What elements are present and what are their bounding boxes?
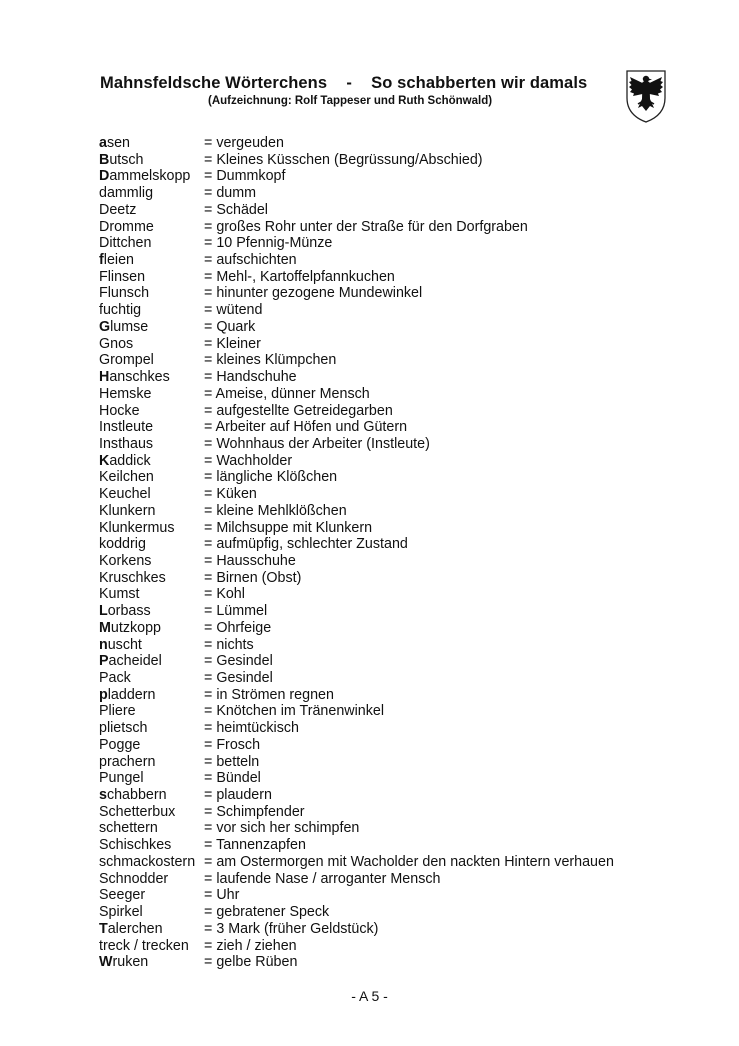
entry-definition: = Kleines Küsschen (Begrüssung/Abschied) (204, 151, 483, 168)
entry-term (99, 219, 154, 236)
entry-term-text: Hocke (99, 402, 140, 419)
entry-term-initial: D (99, 168, 110, 185)
entry-term (99, 703, 136, 720)
entry-term-text: treck / trecken (99, 937, 189, 954)
entry-definition: = plaudern (204, 787, 272, 804)
entry-definition: = aufgestellte Getreidegarben (204, 402, 393, 419)
entry-term (99, 720, 147, 737)
entry-term-text: Insthaus (99, 435, 154, 452)
entry-term (99, 770, 144, 787)
entry-term-text: Keilchen (99, 469, 154, 486)
entry-term-text: Hemske (99, 385, 152, 402)
entry-term-text: prachern (99, 753, 156, 770)
entry-term-text: alerchen (107, 920, 163, 937)
entry-term (99, 536, 146, 553)
entry-term (99, 352, 154, 369)
entry-term-text: koddrig (99, 536, 146, 553)
page-number: - A 5 - (351, 988, 388, 1004)
entry-term-text: addick (109, 452, 151, 469)
entry-term (99, 653, 162, 670)
entry-term (99, 202, 136, 219)
entry-definition: = Ohrfeige (204, 619, 272, 636)
entry-term-text: sen (106, 135, 131, 151)
entry-definition: = wütend (204, 302, 263, 319)
entry-definition: = Bündel (204, 770, 261, 787)
entry-term (99, 269, 145, 286)
title-separator: - (346, 74, 352, 92)
entry-term (99, 837, 171, 854)
entry-term-initial: G (99, 318, 111, 335)
entry-term-text: Flunsch (99, 285, 150, 302)
entry-term-text: Deetz (99, 201, 137, 218)
page-title (100, 74, 587, 93)
entry-definition: = Birnen (Obst) (204, 569, 302, 586)
entry-definition: = Schädel (204, 201, 268, 218)
entry-definition: = Dummkopf (204, 168, 286, 185)
entry-definition: = Arbeiter auf Höfen und Gütern (204, 419, 408, 436)
entry-term-initial: n (99, 636, 108, 653)
entry-term (99, 804, 175, 821)
entry-term (99, 787, 167, 804)
entry-definition: = zieh / ziehen (204, 937, 297, 954)
entry-term (99, 436, 153, 453)
entry-definition: = vergeuden (204, 135, 284, 151)
entry-term (99, 820, 158, 837)
entry-term (99, 687, 155, 704)
entry-definition: = kleines Klümpchen (204, 352, 337, 369)
entry-term-text: Grompel (99, 352, 154, 369)
entry-term-text: Kumst (99, 586, 140, 603)
entry-definition: = Uhr (204, 887, 240, 904)
title-right: So schabberten wir damals (371, 74, 588, 92)
coat-of-arms-eagle-icon (624, 68, 668, 124)
entry-term-text: orbass (107, 603, 151, 620)
entry-definition: = nichts (204, 636, 254, 653)
entry-term (99, 586, 140, 603)
entry-term-text: Dromme (99, 218, 154, 235)
entry-definition: = Wohnhaus der Arbeiter (Instleute) (204, 435, 430, 452)
entry-term-initial: f (99, 252, 104, 269)
entry-term (99, 168, 190, 185)
entry-term-initial: H (99, 369, 110, 386)
entry-term-text: Pliere (99, 703, 136, 720)
entry-definition: = Ameise, dünner Mensch (204, 385, 370, 402)
entry-definition: = hinunter gezogene Mundewinkel (204, 285, 423, 302)
entry-definition: = Kleiner (204, 335, 261, 352)
entry-term (99, 670, 131, 687)
entry-term-initial: B (99, 151, 110, 168)
entry-definition: = Hausschuhe (204, 552, 296, 569)
entry-term-text: fuchtig (99, 302, 142, 319)
entry-definition: = Frosch (204, 736, 261, 753)
entry-definition: = längliche Klößchen (204, 469, 338, 486)
entry-term-text: schmackostern (99, 853, 196, 870)
entry-term-initial: T (99, 920, 108, 937)
entry-term (99, 469, 154, 486)
entry-term (99, 904, 143, 921)
entry-term (99, 921, 163, 938)
entry-definition: = Kohl (204, 586, 245, 603)
entry-term (99, 252, 134, 269)
entry-term (99, 185, 153, 202)
entry-term-text: chabbern (106, 787, 167, 804)
entry-definition: = kleine Mehlklößchen (204, 502, 347, 519)
entry-definition: = Tannenzapfen (204, 837, 306, 854)
entry-term-text: Klunkern (99, 502, 156, 519)
entry-term-text: dammlig (99, 185, 154, 202)
entry-term-text: schettern (99, 820, 158, 837)
entry-definition: = Küken (204, 486, 257, 503)
entry-term (99, 871, 168, 888)
entry-term-text: Schetterbux (99, 803, 176, 820)
entry-term-text: plietsch (99, 720, 148, 737)
entry-term (99, 152, 144, 169)
entry-term (99, 603, 151, 620)
entry-definition: = in Strömen regnen (204, 686, 334, 703)
entry-term-text: Schnodder (99, 870, 169, 887)
entry-term-initial: P (99, 653, 109, 670)
entry-term (99, 453, 151, 470)
entry-definition: = Schimpfender (204, 803, 305, 820)
entry-definition: = heimtückisch (204, 720, 299, 737)
entry-definition: = aufmüpfig, schlechter Zustand (204, 536, 408, 553)
entry-term (99, 235, 151, 252)
entry-definition: = Lümmel (204, 603, 268, 620)
entry-definition: = Gesindel (204, 670, 273, 686)
entry-term-text: Schischkes (99, 837, 172, 854)
entry-term-text: acheidel (108, 653, 162, 670)
entry-term (99, 386, 151, 403)
entry-term (99, 369, 170, 386)
entry-term-initial: W (99, 954, 113, 971)
entry-term (99, 403, 140, 420)
entry-term (99, 754, 155, 771)
entry-definition: = betteln (204, 753, 260, 770)
entry-definition: = am Ostermorgen mit Wacholder den nackten Hintern verhauen (204, 853, 614, 870)
entry-term-initial: p (99, 686, 108, 703)
entry-term-text: Kruschkes (99, 569, 166, 586)
entry-term-text: ruken (112, 954, 149, 971)
entry-definition: = 3 Mark (früher Geldstück) (204, 920, 379, 937)
title-left: Mahnsfeldsche Wörterchens (100, 74, 328, 92)
entry-term-text: laddern (107, 686, 156, 703)
entry-term (99, 570, 166, 587)
entry-term (99, 135, 130, 152)
entry-definition: = 10 Pfennig-Münze (204, 235, 333, 252)
entry-term-text: Pack (99, 670, 131, 686)
entry-definition: = Handschuhe (204, 369, 297, 386)
entry-term-text: utzkopp (110, 619, 161, 636)
entry-term (99, 520, 175, 537)
entry-term-text: Pogge (99, 736, 141, 753)
entry-term (99, 637, 142, 654)
entry-term-text: Instleute (99, 419, 154, 436)
entry-term-text: Korkens (99, 552, 152, 569)
entry-term-initial: M (99, 619, 111, 636)
entry-term (99, 285, 149, 302)
entry-definition: = gebratener Speck (204, 904, 330, 921)
entry-term (99, 620, 161, 637)
entry-term (99, 854, 195, 871)
entry-term (99, 336, 133, 353)
entry-term (99, 419, 153, 436)
entry-term-text: Dittchen (99, 235, 152, 252)
entry-definition: = aufschichten (204, 252, 297, 269)
entry-definition: = großes Rohr unter der Straße für den Dorfgraben (204, 218, 528, 235)
entry-term-text: Klunkermus (99, 519, 175, 536)
entry-term-initial: a (99, 135, 107, 151)
entry-term-text: Flinsen (99, 268, 146, 285)
entry-definition: = Knötchen im Tränenwinkel (204, 703, 385, 720)
entry-term-initial: s (99, 787, 107, 804)
entry-definition: = Milchsuppe mit Klunkern (204, 519, 373, 536)
entry-definition: = Mehl-, Kartoffelpfannkuchen (204, 268, 395, 285)
entry-term-text: utsch (109, 151, 144, 168)
entry-term (99, 737, 140, 754)
entry-term-text: uscht (107, 636, 142, 653)
entry-term (99, 887, 145, 904)
entry-term (99, 319, 148, 336)
entry-definition: = gelbe Rüben (204, 954, 298, 971)
entry-term-text: ammelskopp (109, 168, 191, 185)
entry-term-text: leien (103, 252, 134, 269)
entry-definition: = Wachholder (204, 452, 293, 469)
entry-term-initial: L (99, 603, 108, 620)
entry-term-text: Gnos (99, 335, 134, 352)
entry-term-text: anschkes (109, 369, 170, 386)
entry-term (99, 302, 141, 319)
entry-term (99, 486, 151, 503)
entry-term-text: Pungel (99, 770, 144, 787)
entry-definition: = Gesindel (204, 653, 273, 670)
entry-term (99, 954, 148, 971)
entry-definition: = laufende Nase / arroganter Mensch (204, 870, 441, 887)
entry-term (99, 938, 189, 955)
entry-term-text: Spirkel (99, 904, 143, 921)
entry-definition: = vor sich her schimpfen (204, 820, 360, 837)
page-subtitle: (Aufzeichnung: Rolf Tappeser und Ruth Schönwald) (208, 95, 493, 107)
entry-term-text: Seeger (99, 887, 146, 904)
entry-definition: = Quark (204, 318, 256, 335)
entry-term-initial: K (99, 452, 110, 469)
entry-term (99, 553, 151, 570)
entry-definition: = dumm (204, 185, 257, 202)
entry-term (99, 503, 155, 520)
entry-term-text: lumse (110, 318, 149, 335)
entry-term-text: Keuchel (99, 486, 151, 503)
